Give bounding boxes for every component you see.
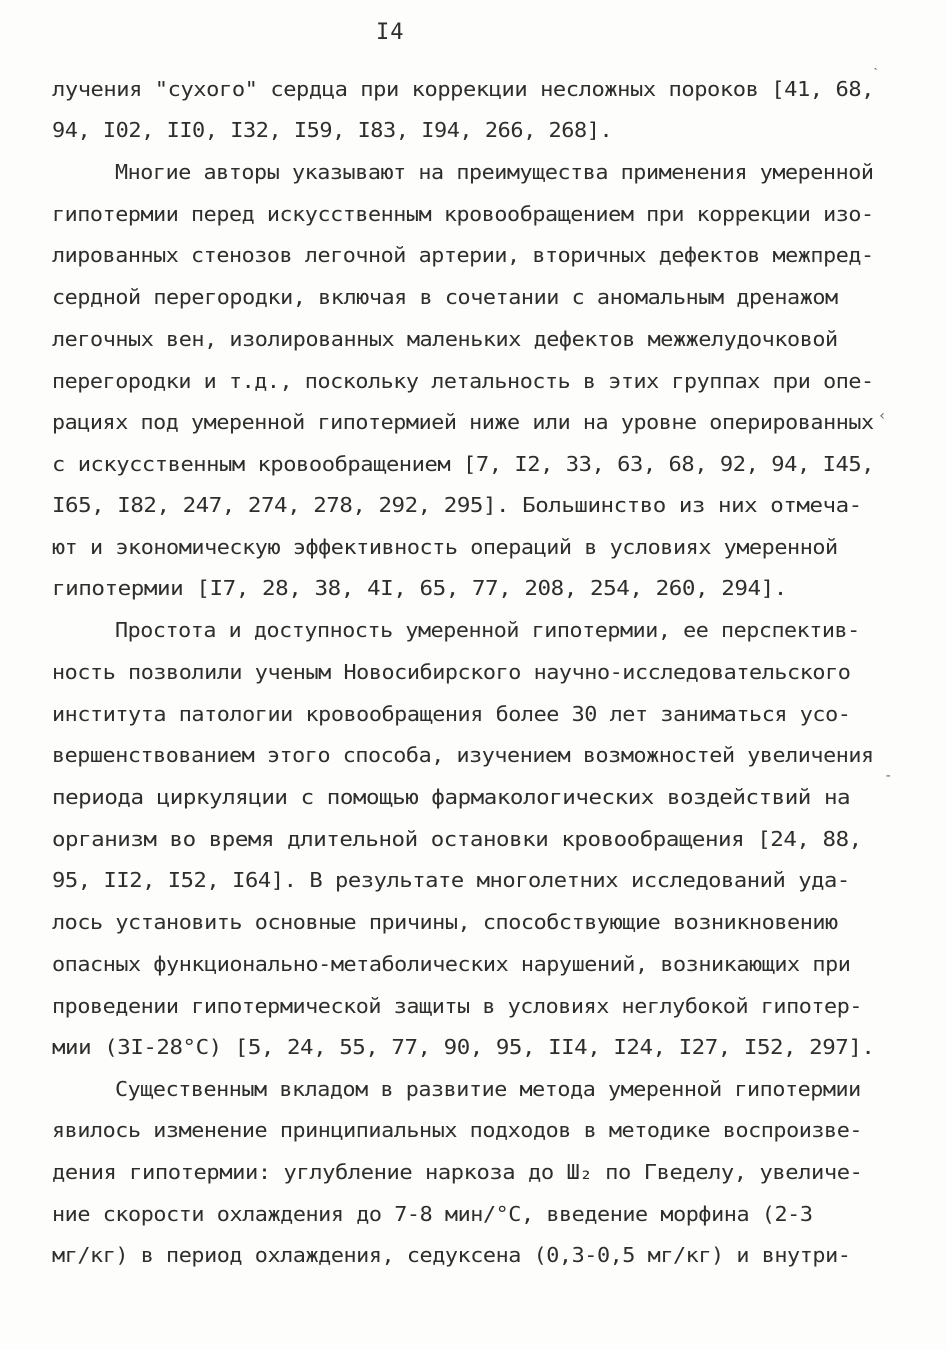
text-line: Существенным вкладом в развитие метода умеренной гипотермии [115,1077,861,1101]
text-line: явилось изменение принципиальных подходов в методике воспроизве- [52,1118,863,1142]
text-line: мии (3I-28°C) [5, 24, 55, 77, 90, 95, II4, I24, I27, I52, 297]. [52,1035,875,1059]
text-line: перегородки и т.д., поскольку летальность в этих группах при опе- [52,369,874,393]
text-line: 95, II2, I52, I64]. В результате многолетних исследований уда- [52,868,850,892]
text-line: ность позволили ученым Новосибирского научно-исследовательского [52,660,851,684]
text-line: с искусственным кровообращением [7, I2, 33, 63, 68, 92, 94, I45, [52,452,875,476]
text-line: лированных стенозов легочной артерии, вторичных дефектов межпред- [52,243,874,267]
text-line: дения гипотермии: углубление наркоза до Ш₂ по Гведелу, увеличе- [52,1160,863,1184]
text-line: института патологии кровообращения более 30 лет заниматься усо- [52,702,851,726]
text-line: гипотермии перед искусственным кровообращением при коррекции изо- [52,202,874,226]
text-line: гипотермии [I7, 28, 38, 4I, 65, 77, 208, 254, 260, 294]. [52,576,787,600]
text-line: ют и экономическую эффективность операций в условиях умеренной [52,535,838,559]
text-line: сердной перегородки, включая в сочетании с аномальным дренажом [52,285,838,309]
text-line: лось установить основные причины, способствующие возникновению [52,910,838,934]
scan-mark: ˋ [872,66,881,82]
text-line: I65, I82, 247, 274, 278, 292, 295]. Большинство из них отмеча- [52,493,862,517]
text-line: организм во время длительной остановки кровообращения [24, 88, [52,827,862,851]
text-line: лучения "сухого" сердца при коррекции несложных пороков [41, 68, [52,77,875,101]
text-line: Простота и доступность умеренной гипотермии, ее перспектив- [115,618,860,642]
text-line: вершенствованием этого способа, изучением возможностей увеличения [52,743,874,767]
text-line: периода циркуляции с помощью фармакологических воздействий на [52,785,851,809]
text-line: Многие авторы указывают на преимущества применения умеренной [115,160,874,184]
text-line: проведении гипотермической защиты в условиях неглубокой гипотер- [52,994,863,1018]
page-number: I4 [376,20,405,45]
scan-mark: ‐ [884,768,893,784]
text-line: мг/кг) в период охлаждения, седуксена (0,3-0,5 мг/кг) и внутри- [52,1243,851,1267]
text-line: опасных функционально-метаболических нарушений, возникающих при [52,952,851,976]
text-line: рациях под умеренной гипотермией ниже или на уровне оперированных [52,410,874,434]
text-line: легочных вен, изолированных маленьких дефектов межжелудочковой [52,327,838,351]
text-line: 94, I02, II0, I32, I59, I83, I94, 266, 268]. [52,118,613,142]
text-line: ние скорости охлаждения до 7-8 мин/°C, введение морфина (2-3 [52,1202,813,1226]
scan-mark: ‹ [878,408,887,424]
